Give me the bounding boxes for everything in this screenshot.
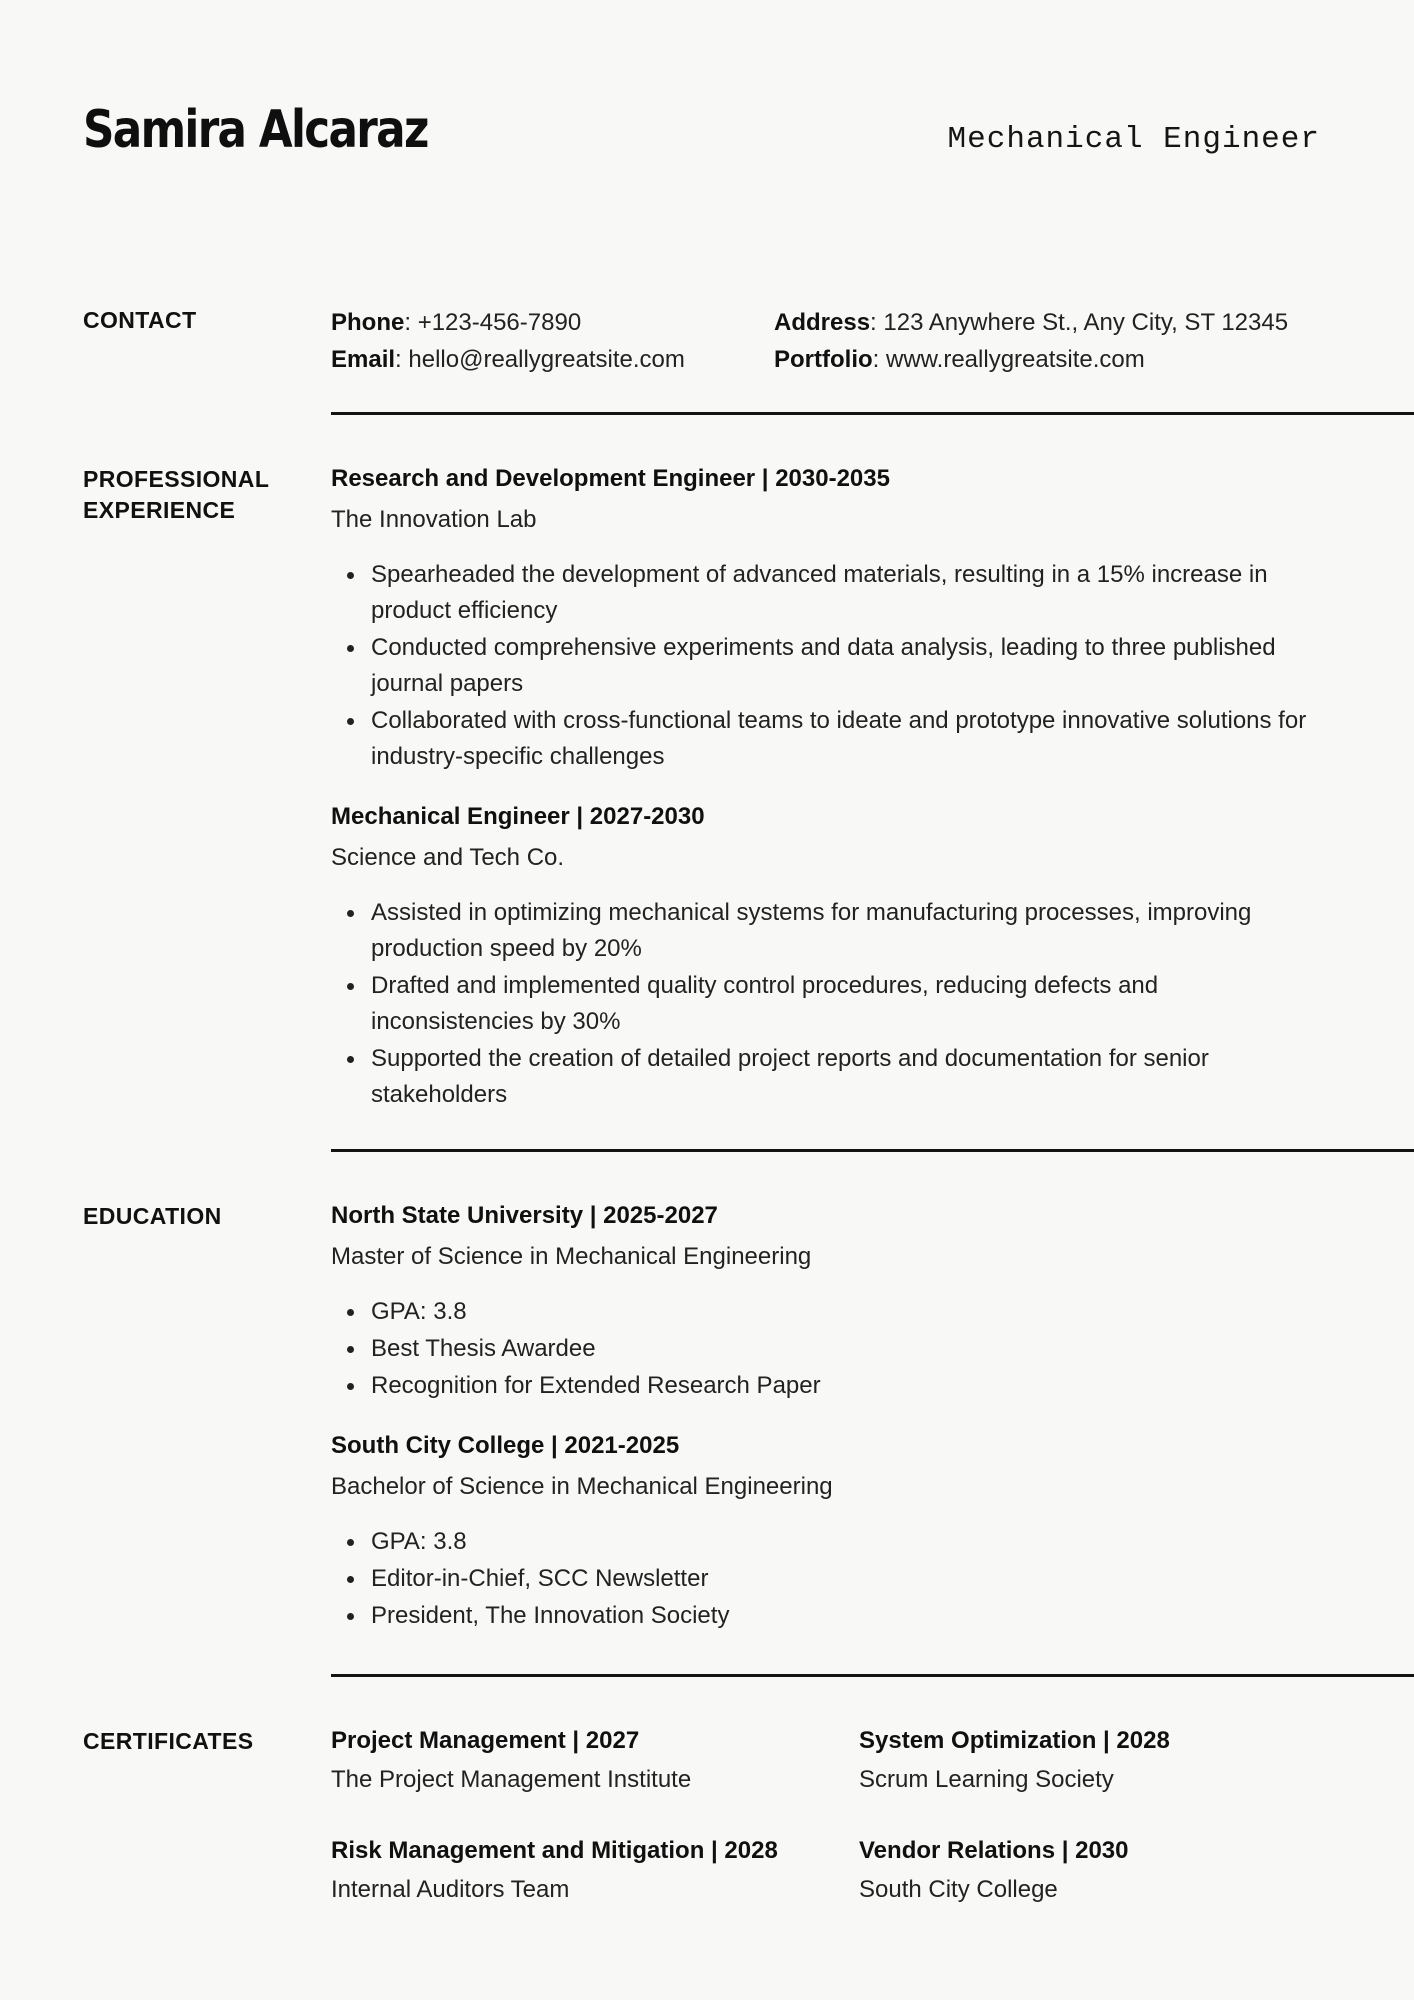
contact-portfolio-value: www.reallygreatsite.com bbox=[886, 346, 1145, 373]
education-bullet: Recognition for Extended Research Paper bbox=[331, 1368, 1320, 1404]
certificates-grid bbox=[331, 1725, 1320, 1905]
certificate-org: Scrum Learning Society bbox=[859, 1766, 1114, 1793]
person-job-title: Mechanical Engineer bbox=[947, 122, 1320, 157]
certificate-title: System Optimization | 2028 bbox=[859, 1727, 1170, 1754]
contact-column-right bbox=[774, 304, 1320, 378]
contact-phone bbox=[331, 304, 774, 341]
experience-bullet: Drafted and implemented quality control procedures, reducing defects and inconsistencies by 30% bbox=[331, 968, 1320, 1040]
contact-email-value: hello@reallygreatsite.com bbox=[408, 346, 685, 373]
education-entry-title: North State University | 2025-2027 bbox=[331, 1202, 718, 1229]
experience-bullet-list bbox=[331, 557, 1320, 775]
contact-portfolio bbox=[774, 341, 1320, 378]
education-entry-title: South City College | 2021-2025 bbox=[331, 1432, 680, 1459]
contact-address-label: Address : bbox=[774, 309, 883, 336]
certificate-title: Vendor Relations | 2030 bbox=[859, 1837, 1129, 1864]
certificate-item bbox=[331, 1725, 859, 1795]
contact-phone-label: Phone : bbox=[331, 309, 418, 336]
divider bbox=[331, 1674, 1414, 1677]
education-bullet-list bbox=[331, 1294, 1320, 1404]
divider bbox=[331, 412, 1414, 415]
contact-email bbox=[331, 341, 774, 378]
certificate-org: Internal Auditors Team bbox=[331, 1876, 570, 1903]
education-bullet: GPA: 3.8 bbox=[331, 1294, 1320, 1330]
experience-entry bbox=[331, 463, 1320, 775]
certificate-item bbox=[331, 1835, 859, 1905]
contact-section-label: CONTACT bbox=[83, 307, 197, 333]
certificate-org: The Project Management Institute bbox=[331, 1766, 692, 1793]
education-entry bbox=[331, 1430, 1320, 1634]
contact-column-left bbox=[331, 304, 774, 378]
contact-address bbox=[774, 304, 1320, 341]
contact-section bbox=[83, 304, 1320, 378]
education-bullet-list bbox=[331, 1524, 1320, 1634]
certificate-title: Project Management | 2027 bbox=[331, 1727, 640, 1754]
education-entry bbox=[331, 1200, 1320, 1404]
divider bbox=[331, 1149, 1414, 1152]
education-entry-degree: Bachelor of Science in Mechanical Engineering bbox=[331, 1473, 833, 1500]
certificate-item bbox=[859, 1835, 1320, 1905]
certificates-section-label: CERTIFICATES bbox=[83, 1728, 254, 1754]
experience-bullet: Conducted comprehensive experiments and data analysis, leading to three published journal papers bbox=[331, 630, 1320, 702]
education-bullet: Editor-in-Chief, SCC Newsletter bbox=[331, 1561, 1320, 1597]
education-bullet: Best Thesis Awardee bbox=[331, 1331, 1320, 1367]
experience-section-label: PROFESSIONAL EXPERIENCE bbox=[83, 466, 269, 523]
contact-portfolio-label: Portfolio : bbox=[774, 346, 886, 373]
education-bullet: President, The Innovation Society bbox=[331, 1598, 1320, 1634]
experience-bullet: Collaborated with cross-functional teams to ideate and prototype innovative solutions for industry-specific challenges bbox=[331, 703, 1320, 775]
experience-bullet: Assisted in optimizing mechanical systems for manufacturing processes, improving production speed by 20% bbox=[331, 895, 1320, 967]
experience-entry-title: Research and Development Engineer | 2030-2035 bbox=[331, 465, 890, 492]
experience-entry-title: Mechanical Engineer | 2027-2030 bbox=[331, 803, 705, 830]
certificate-item bbox=[859, 1725, 1320, 1795]
experience-bullet-list bbox=[331, 895, 1320, 1113]
header bbox=[83, 100, 1320, 160]
education-entry-degree: Master of Science in Mechanical Engineering bbox=[331, 1243, 812, 1270]
contact-phone-value: +123-456-7890 bbox=[417, 309, 582, 336]
experience-bullet: Supported the creation of detailed project reports and documentation for senior stakeholders bbox=[331, 1041, 1320, 1113]
contact-email-label: Email : bbox=[331, 346, 408, 373]
certificates-section bbox=[83, 1725, 1320, 1905]
experience-entry-company: Science and Tech Co. bbox=[331, 844, 565, 871]
contact-address-value: 123 Anywhere St., Any City, ST 12345 bbox=[883, 309, 1289, 336]
certificate-title: Risk Management and Mitigation | 2028 bbox=[331, 1837, 778, 1864]
experience-bullet: Spearheaded the development of advanced materials, resulting in a 15% increase in product efficiency bbox=[331, 557, 1320, 629]
experience-section bbox=[83, 463, 1320, 1113]
education-section bbox=[83, 1200, 1320, 1634]
certificate-org: South City College bbox=[859, 1876, 1058, 1903]
education-bullet: GPA: 3.8 bbox=[331, 1524, 1320, 1560]
education-section-label: EDUCATION bbox=[83, 1203, 222, 1229]
experience-entry bbox=[331, 801, 1320, 1113]
contact-grid bbox=[331, 304, 1320, 378]
experience-entry-company: The Innovation Lab bbox=[331, 506, 537, 533]
person-name: Samira Alcaraz bbox=[83, 100, 428, 160]
